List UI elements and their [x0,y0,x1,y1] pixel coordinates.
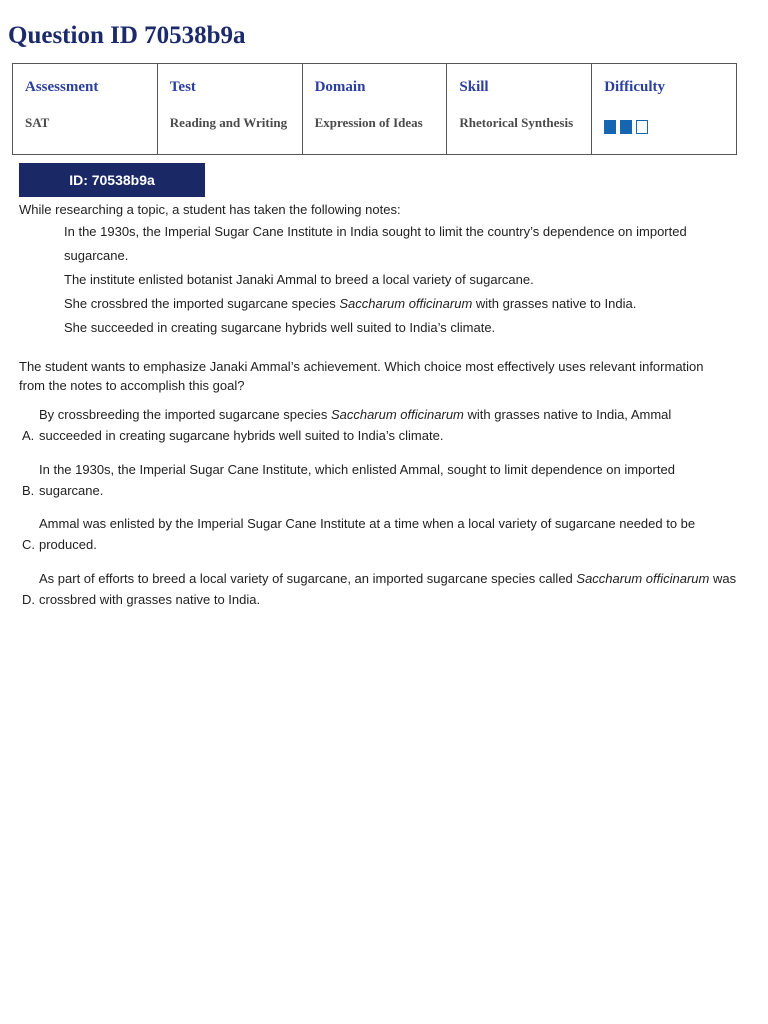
difficulty-bar-filled [604,120,616,134]
species-name: Saccharum officinarum [339,296,473,311]
notes-list [64,220,734,340]
intro-text: While researching a topic, a student has taken the following notes: [19,202,401,217]
page-title: Question ID 70538b9a [8,22,246,49]
note-item: The institute enlisted botanist Janaki Ammal to breed a local variety of sugarcane. [64,272,534,287]
assessment-value: SAT [25,115,50,130]
test-value: Reading and Writing [169,115,288,130]
choice-a[interactable] [22,404,737,446]
assessment-label: Assessment [25,79,99,95]
choice-b-letter: B. [22,483,35,498]
note-item: In the 1930s, the Imperial Sugar Cane Institute in India sought to limit the country’s dependence on imported sugarcane. [64,224,687,263]
domain-cell [302,64,447,155]
difficulty-cell [592,64,737,155]
choice-b[interactable] [22,459,737,501]
skill-value: Rhetorical Synthesis [459,115,574,130]
choice-c-text: Ammal was enlisted by the Imperial Sugar Cane Institute at a time when a local variety of sugarcane needed to be produced. [39,516,696,552]
question-prompt: The student wants to emphasize Janaki Ammal’s achievement. Which choice most effectively uses relevant information from the notes to accomplish this goal? [19,359,704,393]
choice-c[interactable] [22,513,737,555]
choice-b-text: In the 1930s, the Imperial Sugar Cane Institute, which enlisted Ammal, sought to limit dependence on imported sugarcane. [39,462,675,498]
choice-d-text-part: was crossbred with grasses native to India. [39,571,737,607]
note-item: She succeeded in creating sugarcane hybrids well suited to India’s climate. [64,320,496,335]
species-name: Saccharum officinarum [330,407,464,422]
choice-d-text-part: As part of efforts to breed a local variety of sugarcane, an imported sugarcane species called [39,571,577,586]
choice-c-letter: C. [22,537,35,552]
choice-d-text [39,568,737,610]
choice-a-text-part: By crossbreeding the imported sugarcane species [39,407,331,422]
choice-a-text-part: with grasses native to India, Ammal succeeded in creating sugarcane hybrids well suited to India’s climate. [39,407,672,443]
note-item [64,292,734,316]
domain-label: Domain [314,79,366,95]
difficulty-bar-empty [636,120,648,134]
test-cell [157,64,302,155]
skill-cell [447,64,592,155]
skill-label: Skill [459,79,489,95]
difficulty-indicator [604,120,736,134]
question-id-badge: ID: 70538b9a [19,163,205,197]
question-metadata-table [12,63,737,155]
note-text: with grasses native to India. [472,296,637,311]
choice-a-letter: A. [22,428,35,443]
choice-a-text [39,404,737,446]
assessment-cell [13,64,158,155]
note-text: She crossbred the imported sugarcane species [64,296,340,311]
species-name: Saccharum officinarum [576,571,710,586]
choice-d-letter: D. [22,592,35,607]
difficulty-label: Difficulty [604,79,666,95]
difficulty-bar-filled [620,120,632,134]
domain-value: Expression of Ideas [314,115,423,130]
test-label: Test [169,79,196,95]
choice-d[interactable] [22,568,737,610]
